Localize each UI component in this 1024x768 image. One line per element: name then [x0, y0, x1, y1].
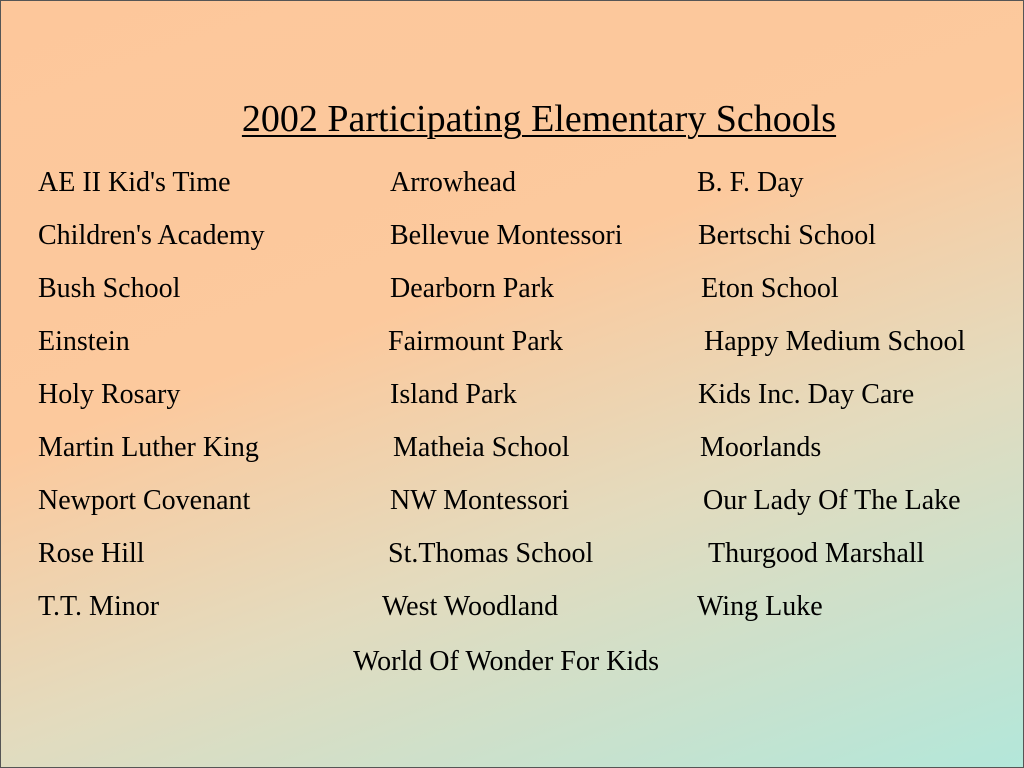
school-row: [1, 220, 1024, 260]
school-name: Dearborn Park: [390, 273, 555, 304]
school-name: NW Montessori: [390, 485, 570, 516]
school-row: [1, 273, 1024, 313]
school-name: Island Park: [390, 379, 517, 410]
school-name: Arrowhead: [390, 167, 516, 198]
school-name: Einstein: [38, 326, 130, 357]
school-name: Children's Academy: [38, 220, 265, 251]
school-name: Holy Rosary: [38, 379, 181, 410]
school-name: Bellevue Montessori: [390, 220, 623, 251]
school-name-last: World Of Wonder For Kids: [353, 646, 660, 677]
school-name: Fairmount Park: [388, 326, 563, 357]
school-row: [1, 432, 1024, 472]
school-row: [1, 379, 1024, 419]
school-name: Wing Luke: [697, 591, 823, 622]
school-name: Newport Covenant: [38, 485, 251, 516]
school-name: Bush School: [38, 273, 181, 304]
school-name: Thurgood Marshall: [708, 538, 925, 569]
school-name: Our Lady Of The Lake: [703, 485, 961, 516]
school-name: Kids Inc. Day Care: [698, 379, 915, 410]
school-row: [1, 538, 1024, 578]
school-name: Bertschi School: [698, 220, 877, 251]
school-name: Rose Hill: [38, 538, 145, 569]
school-row: [1, 326, 1024, 366]
school-row: [1, 167, 1024, 207]
school-row: [1, 485, 1024, 525]
school-name: AE II Kid's Time: [38, 167, 231, 198]
school-row: [1, 591, 1024, 631]
school-name: St.Thomas School: [388, 538, 594, 569]
school-name: Moorlands: [700, 432, 822, 463]
school-name: West Woodland: [382, 591, 559, 622]
school-name: T.T. Minor: [38, 591, 160, 622]
school-name: Eton School: [701, 273, 839, 304]
slide-title: 2002 Participating Elementary Schools: [241, 98, 837, 140]
school-name: Happy Medium School: [704, 326, 966, 357]
school-name: B. F. Day: [697, 167, 804, 198]
school-name: Martin Luther King: [38, 432, 259, 463]
school-name: Matheia School: [393, 432, 570, 463]
